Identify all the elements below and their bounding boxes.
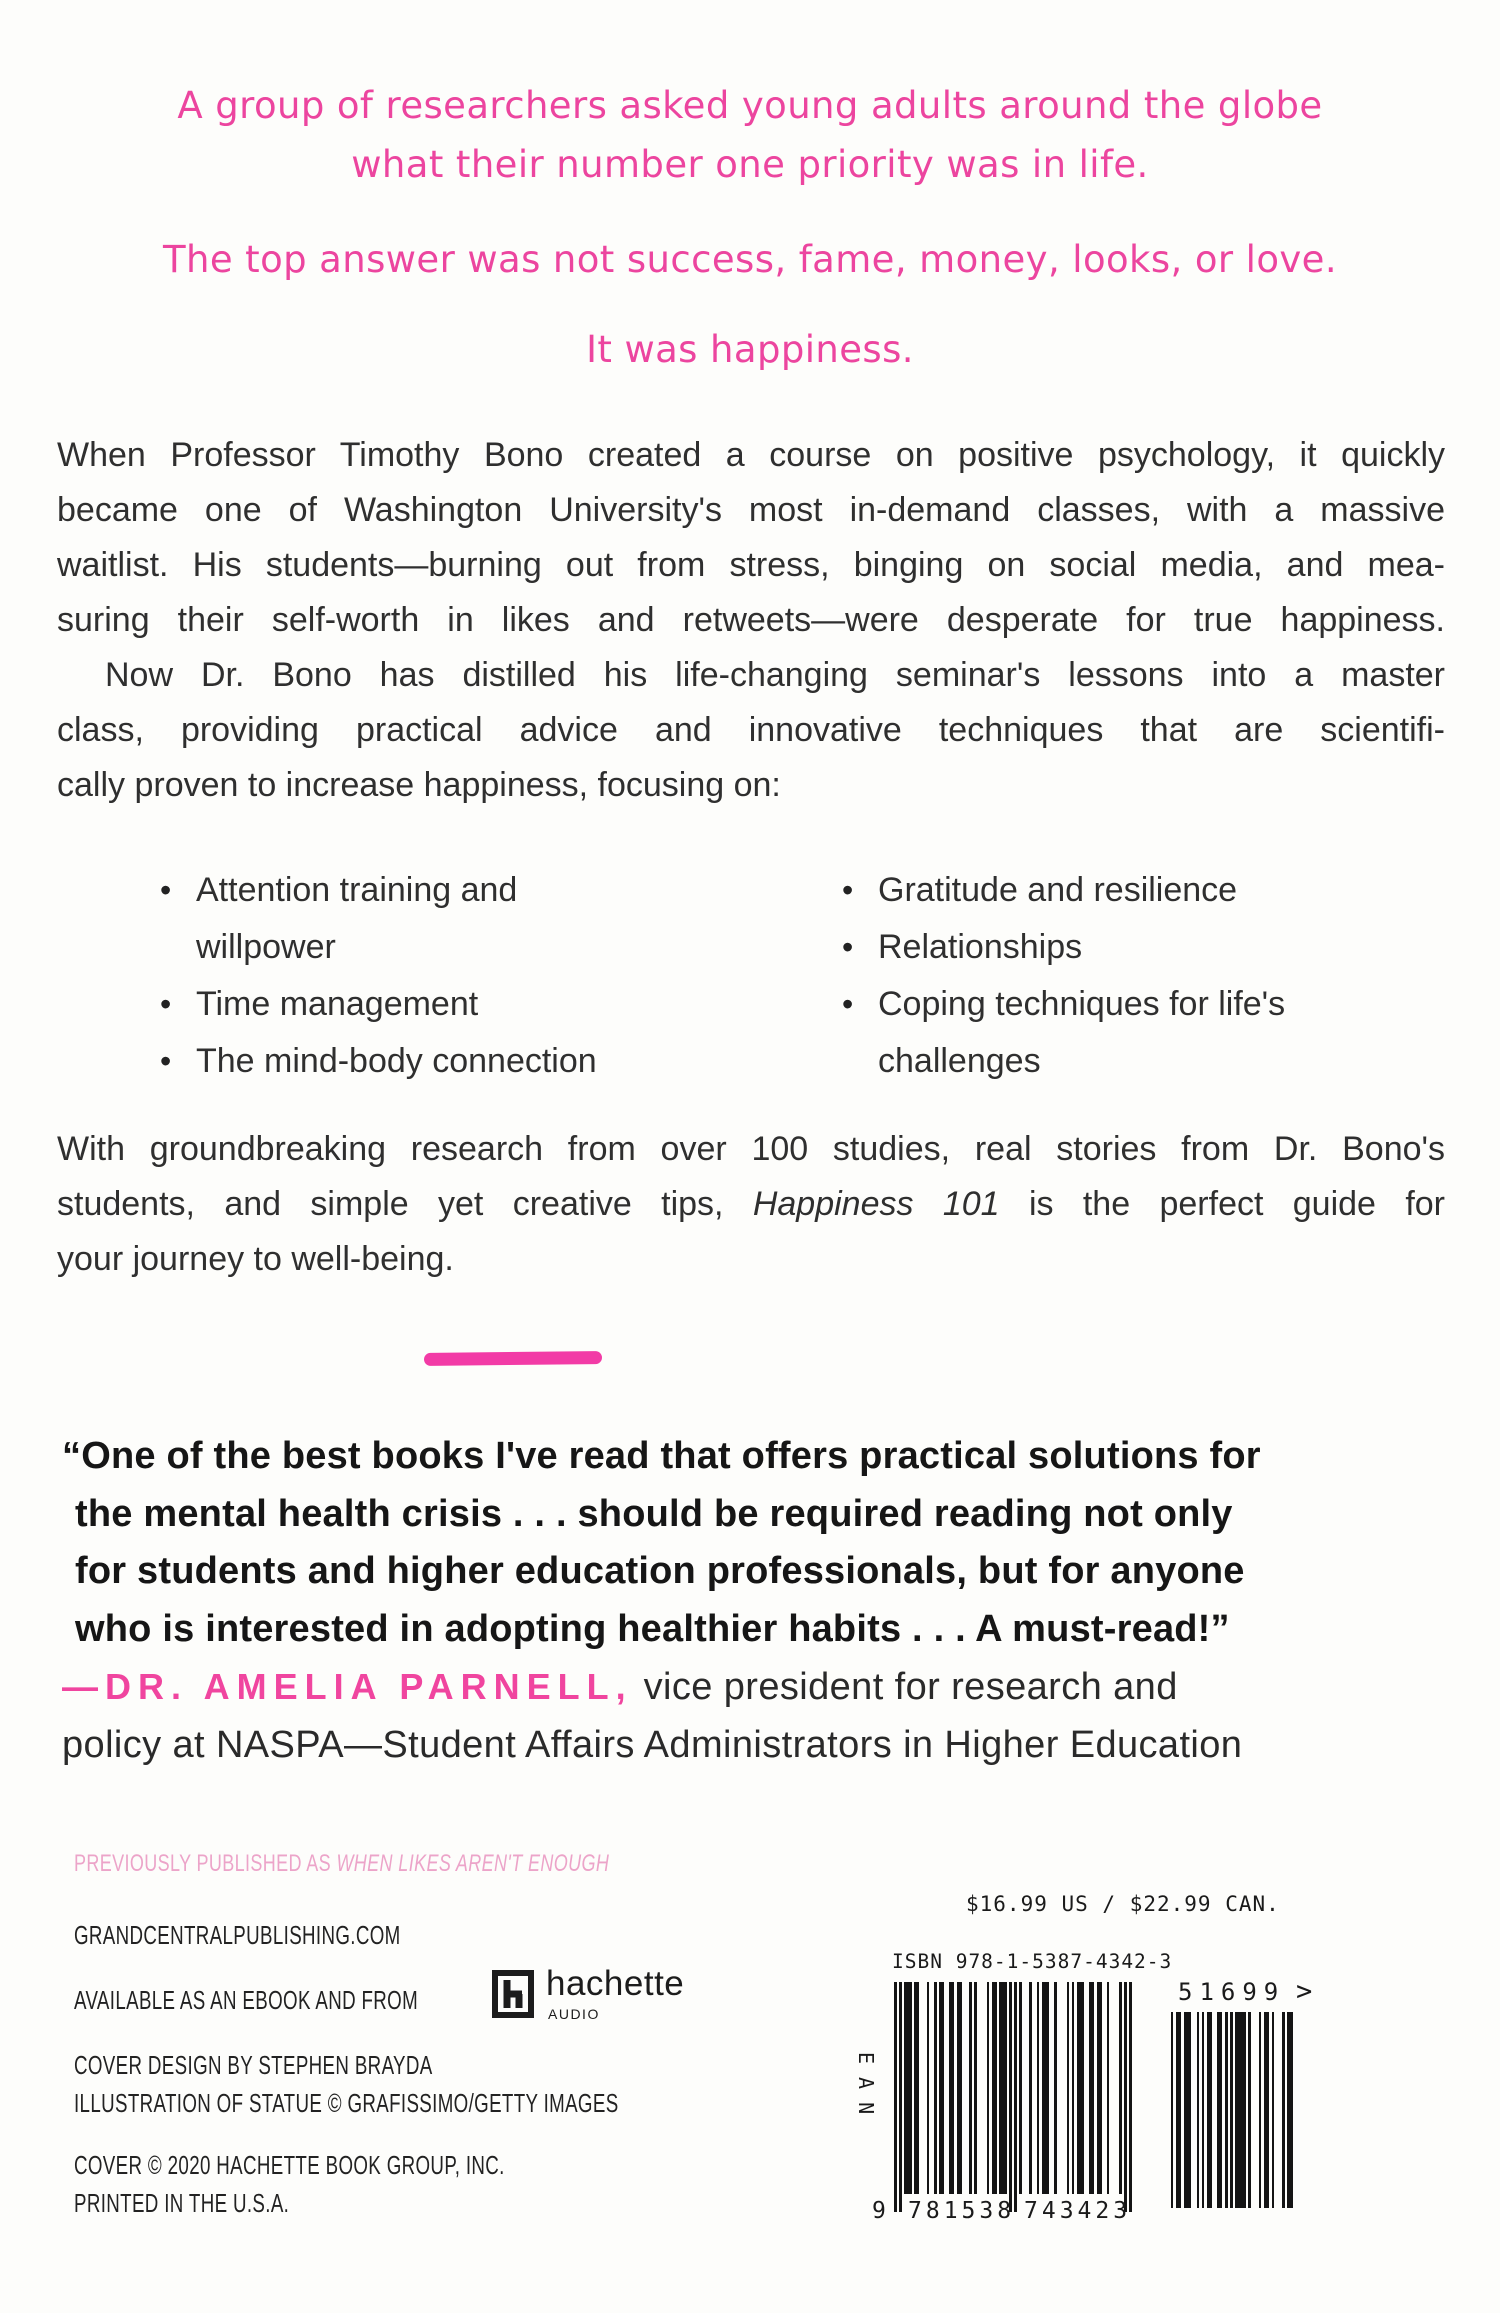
para3-line: your journey to well-being.: [57, 1240, 454, 1278]
previously-pre: PREVIOUSLY PUBLISHED AS: [74, 1850, 337, 1877]
price-code: 51699: [1178, 1978, 1286, 2006]
bullet-item: • Gratitude and resilience: [878, 862, 1324, 919]
previously-published-note: [74, 1850, 788, 1878]
intro-hook: [0, 76, 1500, 194]
illustration-credit-text: ILLUSTRATION OF STATUE © GRAFISSIMO/GETTY IMAGES: [74, 2088, 619, 2118]
para3-line: With groundbreaking research from over 100 studies, real stories from Dr. Bono's: [57, 1130, 1445, 1168]
barcode-digit-group: 9: [872, 2198, 890, 2224]
para3-line2-post: is the perfect guide for: [999, 1185, 1445, 1223]
printed-in-usa: [74, 2188, 373, 2219]
bullet-list-right: [878, 862, 1324, 1090]
price-addon-barcode: [1168, 2012, 1293, 2208]
intro-hook-line2: what their number one priority was in life.: [351, 143, 1149, 186]
cover-design-credit: [74, 2050, 572, 2081]
price-code-arrow-icon: >: [1296, 1976, 1313, 2007]
para1-line: waitlist. His students—burning out from stress, binging on social media, and mea-: [57, 546, 1445, 584]
attribution-name: —DR. AMELIA PARNELL,: [62, 1666, 633, 1707]
cover-design-credit-text: COVER DESIGN BY STEPHEN BRAYDA: [74, 2050, 433, 2080]
ebook-availability-text: AVAILABLE AS AN EBOOK AND FROM: [74, 1985, 419, 2015]
intro-answer: The top answer was not success, fame, money, looks, or love.: [162, 238, 1338, 281]
pink-divider-stroke: [424, 1351, 602, 1366]
quote-line: “One of the best books I've read that offers practical solutions for: [62, 1435, 1261, 1477]
bullet-list-left: [196, 862, 620, 1090]
hachette-wordmark: hachette: [546, 1964, 685, 2003]
bullet-item: • The mind-body connection: [196, 1033, 620, 1090]
para2-line: cally proven to increase happiness, focusing on:: [57, 766, 781, 804]
bullet-item: • Relationships: [878, 919, 1324, 976]
bullet-item: • Time management: [196, 976, 620, 1033]
quote-attribution: [62, 1658, 1458, 1717]
barcode-digit-group: 743423: [1024, 2198, 1132, 2224]
para2-line: class, providing practical advice and innovative techniques that are scientifi-: [57, 711, 1445, 749]
printed-in-usa-text: PRINTED IN THE U.S.A.: [74, 2188, 290, 2218]
description-paragraphs: [57, 428, 1445, 813]
publisher-website-text: GRANDCENTRALPUBLISHING.COM: [74, 1920, 401, 1950]
intro-happiness: It was happiness.: [586, 328, 914, 371]
bullet-item: • Coping techniques for life's challenges: [878, 976, 1324, 1090]
quote-attribution-line2: policy at NASPA—Student Affairs Administrators in Higher Education: [62, 1723, 1243, 1766]
barcode-digit-group: 781538: [908, 2198, 1016, 2224]
endorsement-quote: [62, 1428, 1458, 1774]
hachette-audio-label: AUDIO: [548, 2006, 600, 2022]
isbn-label: ISBN 978-1-5387-4342-3: [892, 1950, 1173, 1973]
cover-copyright: [74, 2150, 672, 2181]
bullet-item: • Attention training and willpower: [196, 862, 620, 976]
book-title-italic: Happiness 101: [752, 1185, 1000, 1223]
cover-copyright-text: COVER © 2020 HACHETTE BOOK GROUP, INC.: [74, 2150, 505, 2180]
previous-title-italic: WHEN LIKES AREN'T ENOUGH: [336, 1850, 610, 1877]
para1-line: became one of Washington University's most in-demand classes, with a massive: [57, 491, 1445, 529]
price-label: $16.99 US / $22.99 CAN.: [966, 1892, 1280, 1916]
quote-line: the mental health crisis . . . should be required reading not only: [75, 1492, 1233, 1535]
quote-line: for students and higher education professionals, but for anyone: [75, 1550, 1245, 1592]
ean-label: EAN: [854, 2052, 878, 2128]
intro-hook-line1: A group of researchers asked young adults around the globe: [177, 84, 1323, 127]
ebook-availability: [74, 1985, 552, 2016]
closing-paragraph: [57, 1122, 1445, 1287]
quote-line: who is interested in adopting healthier habits . . . A must-read!”: [75, 1607, 1230, 1650]
para3-line: [57, 1177, 1445, 1232]
hachette-audio-logo-icon: [492, 1970, 534, 2018]
barcode-bar: [1290, 2012, 1293, 2208]
isbn-barcode: [894, 1982, 1132, 2212]
para1-line: suring their self-worth in likes and retweets—were desperate for true happiness.: [57, 601, 1445, 639]
illustration-credit: [74, 2088, 830, 2119]
para3-line2-pre: students, and simple yet creative tips,: [57, 1185, 753, 1223]
para2-line: Now Dr. Bono has distilled his life-changing seminar's lessons into a master: [105, 656, 1445, 694]
para1-line: When Professor Timothy Bono created a course on positive psychology, it quickly: [57, 436, 1445, 474]
barcode-bar: [1129, 1982, 1132, 2212]
publisher-website: [74, 1920, 528, 1951]
attribution-role: vice president for research and: [632, 1666, 1178, 1708]
